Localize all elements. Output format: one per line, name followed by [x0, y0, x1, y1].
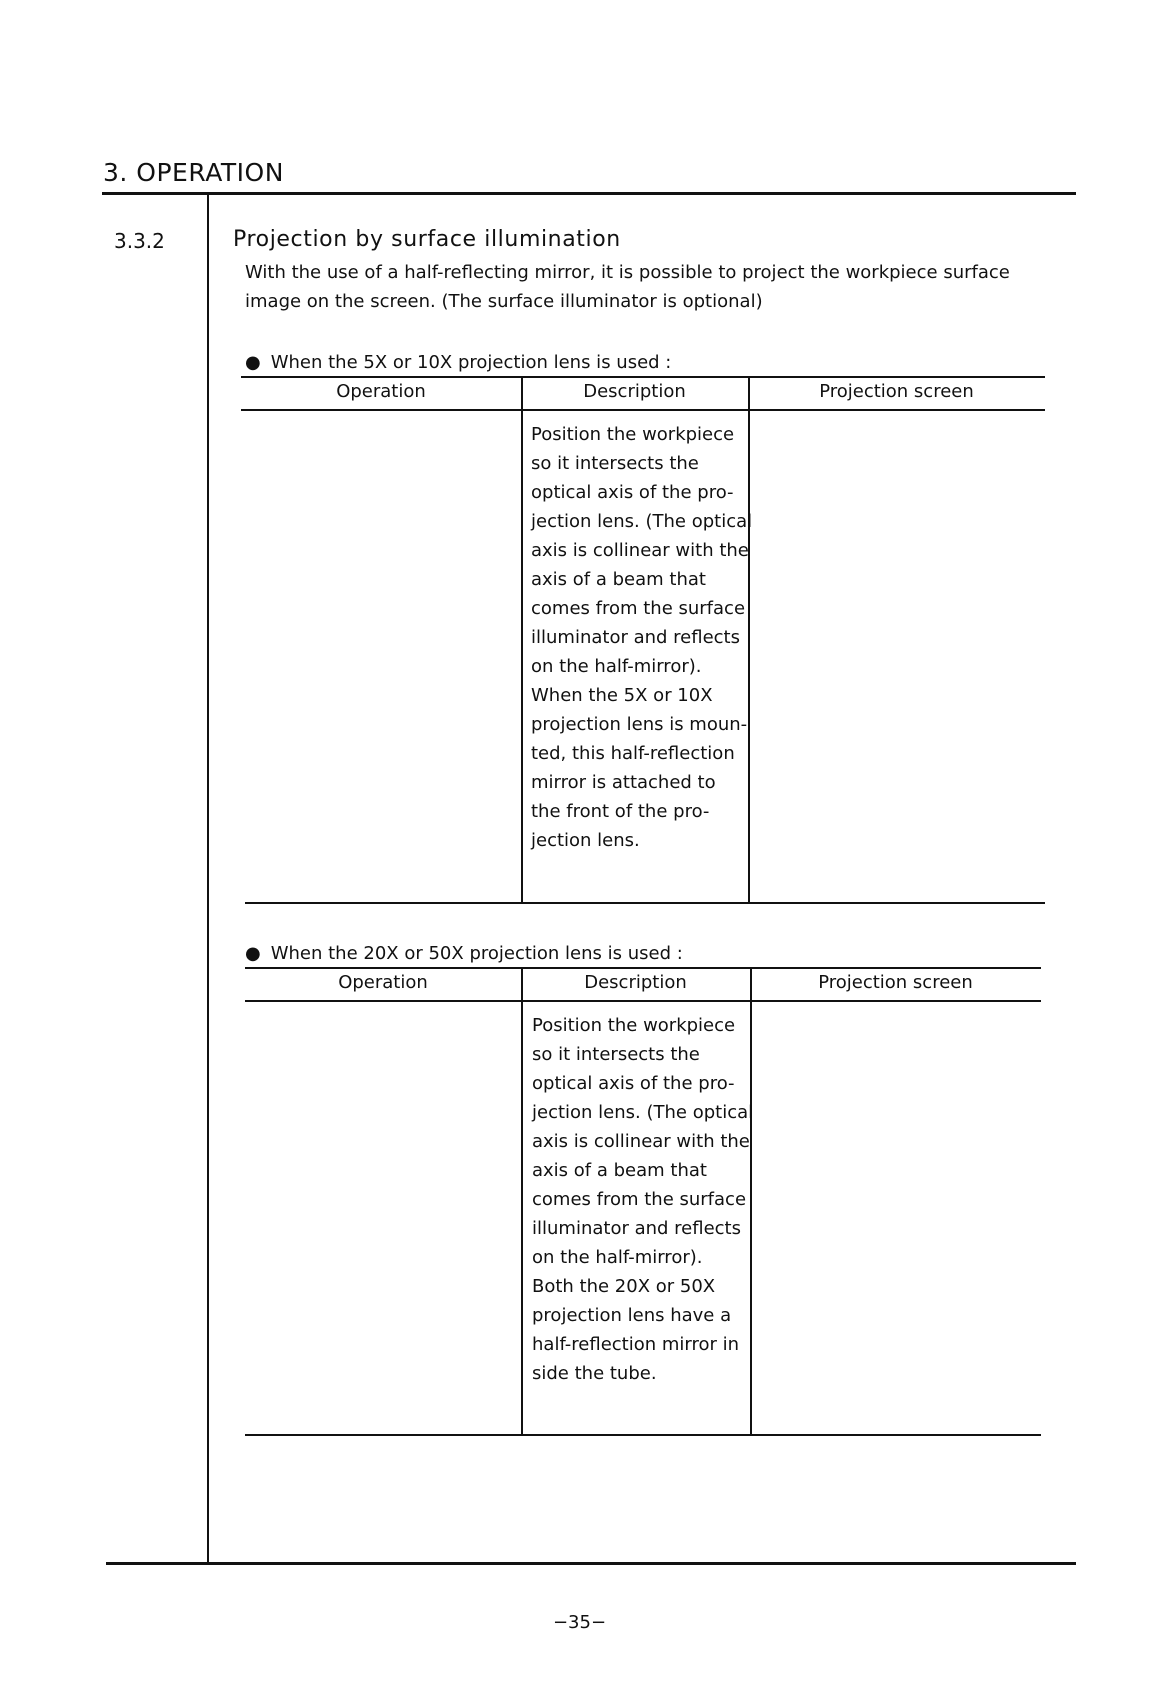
description-line: side the tube.: [532, 1363, 657, 1384]
table-5x-10x: [241, 376, 1045, 904]
description-line: projection lens is moun-: [531, 714, 748, 735]
header-operation: Operation: [336, 381, 426, 402]
description-cell: [531, 420, 752, 855]
description-line: axis of a beam that: [532, 1160, 707, 1181]
chapter-title: 3. OPERATION: [103, 158, 284, 187]
description-line: half-reflection mirror in: [532, 1334, 740, 1355]
description-line: on the half-mirror).: [532, 1247, 703, 1268]
intro-line: With the use of a half-reflecting mirror, it is possible to project the workpiece surface: [245, 262, 1010, 283]
description-line: optical axis of the pro-: [532, 1073, 735, 1094]
description-line: illuminator and reflects: [531, 627, 740, 648]
table-header-rule: [245, 1000, 1041, 1002]
description-line: on the half-mirror).: [531, 656, 702, 677]
description-line: Position the workpiece: [532, 1015, 736, 1036]
description-line: comes from the surface: [531, 598, 746, 619]
description-line: axis is collinear with the: [531, 540, 749, 561]
description-cell: [532, 1011, 753, 1388]
table-col-divider: [521, 376, 523, 903]
bullet-icon: ●: [245, 943, 261, 964]
description-line: ted, this half-reflection: [531, 743, 735, 764]
description-line: jection lens. (The optical: [532, 1102, 754, 1123]
description-line: projection lens have a: [532, 1305, 732, 1326]
table-header-rule: [241, 409, 1045, 411]
description-line: When the 5X or 10X: [531, 685, 713, 706]
footer-rule: [106, 1562, 1076, 1565]
table-top-rule: [245, 967, 1041, 969]
section-number: 3.3.2: [114, 229, 165, 253]
table-bottom-rule: [245, 902, 1045, 904]
header-description: Description: [583, 381, 686, 402]
description-line: Position the workpiece: [531, 424, 735, 445]
header-projection-screen: Projection screen: [818, 972, 973, 993]
table-top-rule: [241, 376, 1045, 378]
bullet-20x-50x: [245, 943, 683, 964]
description-line: comes from the surface: [532, 1189, 747, 1210]
bullet-text: When the 20X or 50X projection lens is used :: [270, 943, 683, 964]
section-title: Projection by surface illumination: [233, 227, 621, 252]
description-line: Both the 20X or 50X: [532, 1276, 716, 1297]
description-line: mirror is attached to: [531, 772, 716, 793]
table-bottom-rule: [245, 1434, 1041, 1436]
page-number: −35−: [552, 1612, 607, 1633]
margin-rule: [207, 194, 209, 1564]
header-description: Description: [584, 972, 687, 993]
bullet-text: When the 5X or 10X projection lens is used :: [270, 352, 672, 373]
description-line: axis is collinear with the: [532, 1131, 750, 1152]
table-col-divider: [521, 967, 523, 1435]
description-line: so it intersects the: [531, 453, 699, 474]
header-operation: Operation: [338, 972, 428, 993]
header-projection-screen: Projection screen: [819, 381, 974, 402]
description-line: so it intersects the: [532, 1044, 700, 1065]
intro-paragraph: [245, 258, 1065, 316]
bullet-icon: ●: [245, 352, 261, 373]
intro-line: image on the screen. (The surface illuminator is optional): [245, 291, 763, 312]
bullet-5x-10x: [245, 352, 671, 373]
description-line: illuminator and reflects: [532, 1218, 741, 1239]
description-line: jection lens. (The optical: [531, 511, 753, 532]
description-line: optical axis of the pro-: [531, 482, 734, 503]
table-20x-50x: [245, 967, 1041, 1437]
description-line: jection lens.: [531, 830, 640, 851]
description-line: axis of a beam that: [531, 569, 706, 590]
header-rule: [102, 192, 1076, 195]
description-line: the front of the pro-: [531, 801, 710, 822]
